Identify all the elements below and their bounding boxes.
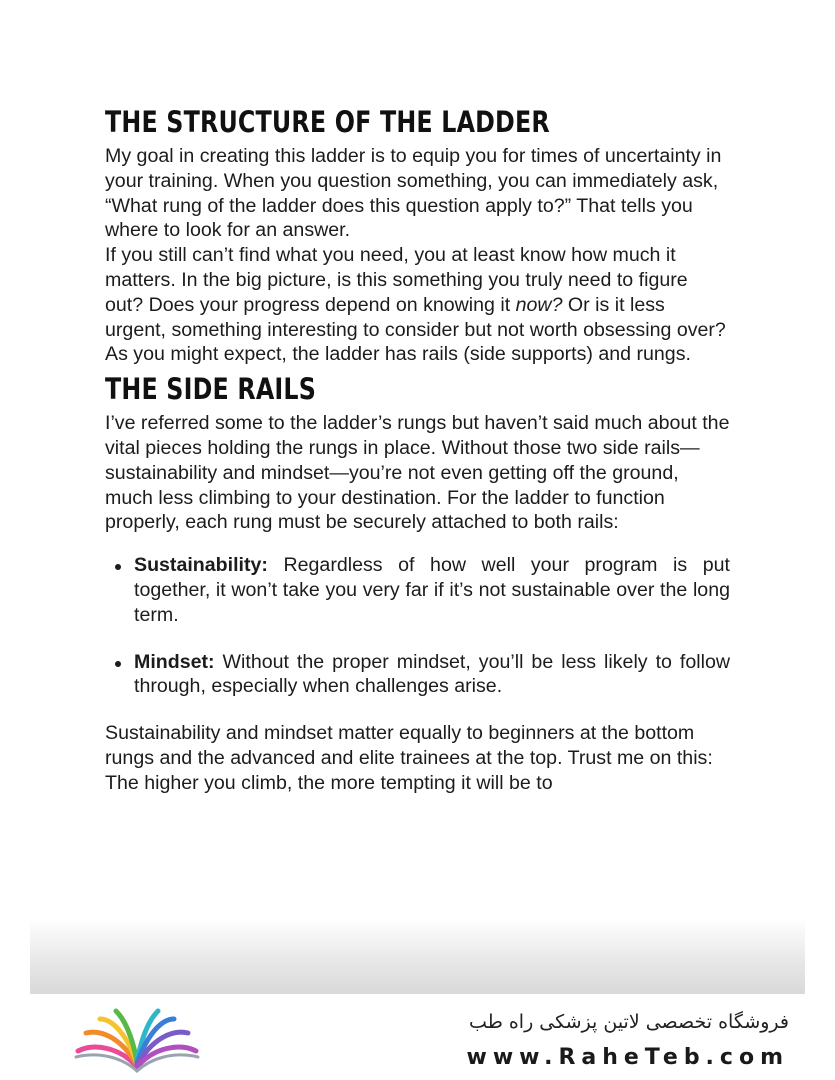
- footer-banner: [0, 995, 835, 1080]
- paragraph-goal: My goal in creating this ladder is to equip you for times of uncertainty in your training. When you question something, you can immediately ask, “What rung of the ladder does this question apply to?” That tells you where to look for an answer.: [105, 145, 722, 242]
- bullet-icon: [115, 661, 121, 667]
- list-item-mindset: [105, 650, 730, 700]
- rails-list: [105, 553, 730, 699]
- list-item-term: Mindset:: [134, 650, 215, 673]
- section-title-side-rails: THE SIDE RAILS: [105, 372, 317, 407]
- list-item-text: Regardless of how well your program is put together, it won’t take you very far if it’s not sustainable over the long term.: [134, 554, 730, 626]
- open-book-rainbow-icon: [72, 1007, 202, 1075]
- emphasis-now: now?: [515, 293, 563, 316]
- document-body: [105, 100, 730, 796]
- paragraph-text: If you still can’t find what you need, you at least know how much it matters. In the big picture, is this something you truly need to figure out? Does your progress depend on knowing it: [105, 244, 688, 316]
- store-name: فروشگاه تخصصی لاتین پزشکی راه طب: [469, 1011, 789, 1033]
- list-item-term: Sustainability:: [134, 554, 268, 577]
- paragraph-still-cant-find: [105, 243, 730, 342]
- paragraph-rails-and-rungs: As you might expect, the ladder has rails (side supports) and rungs.: [105, 343, 691, 366]
- paragraph-side-rails-intro: I’ve referred some to the ladder’s rungs but haven’t said much about the vital pieces holding the rungs in place. Without those two side rails—sustainability and mindset—you’re not even getting off the ground, much less climbing to your destination. For the ladder to function properly, each rung must be securely attached to both rails:: [105, 412, 730, 534]
- page-bottom-fade: [30, 918, 805, 994]
- bullet-icon: [115, 564, 121, 570]
- store-url[interactable]: www.RaheTeb.com: [466, 1045, 789, 1070]
- paragraph-text: Or is it less urgent, something interesting to consider but not worth obsessing over?: [105, 293, 726, 341]
- section-title-structure: THE STRUCTURE OF THE LADDER: [105, 105, 550, 139]
- list-item-text: Without the proper mindset, you’ll be less likely to follow through, especially when challenges arise.: [134, 650, 730, 698]
- list-item-sustainability: [105, 553, 730, 627]
- paragraph-beginners-and-elite: Sustainability and mindset matter equally to beginners at the bottom rungs and the advanced and elite trainees at the top. Trust me on this: The higher you climb, the more tempting it will be to: [105, 722, 713, 794]
